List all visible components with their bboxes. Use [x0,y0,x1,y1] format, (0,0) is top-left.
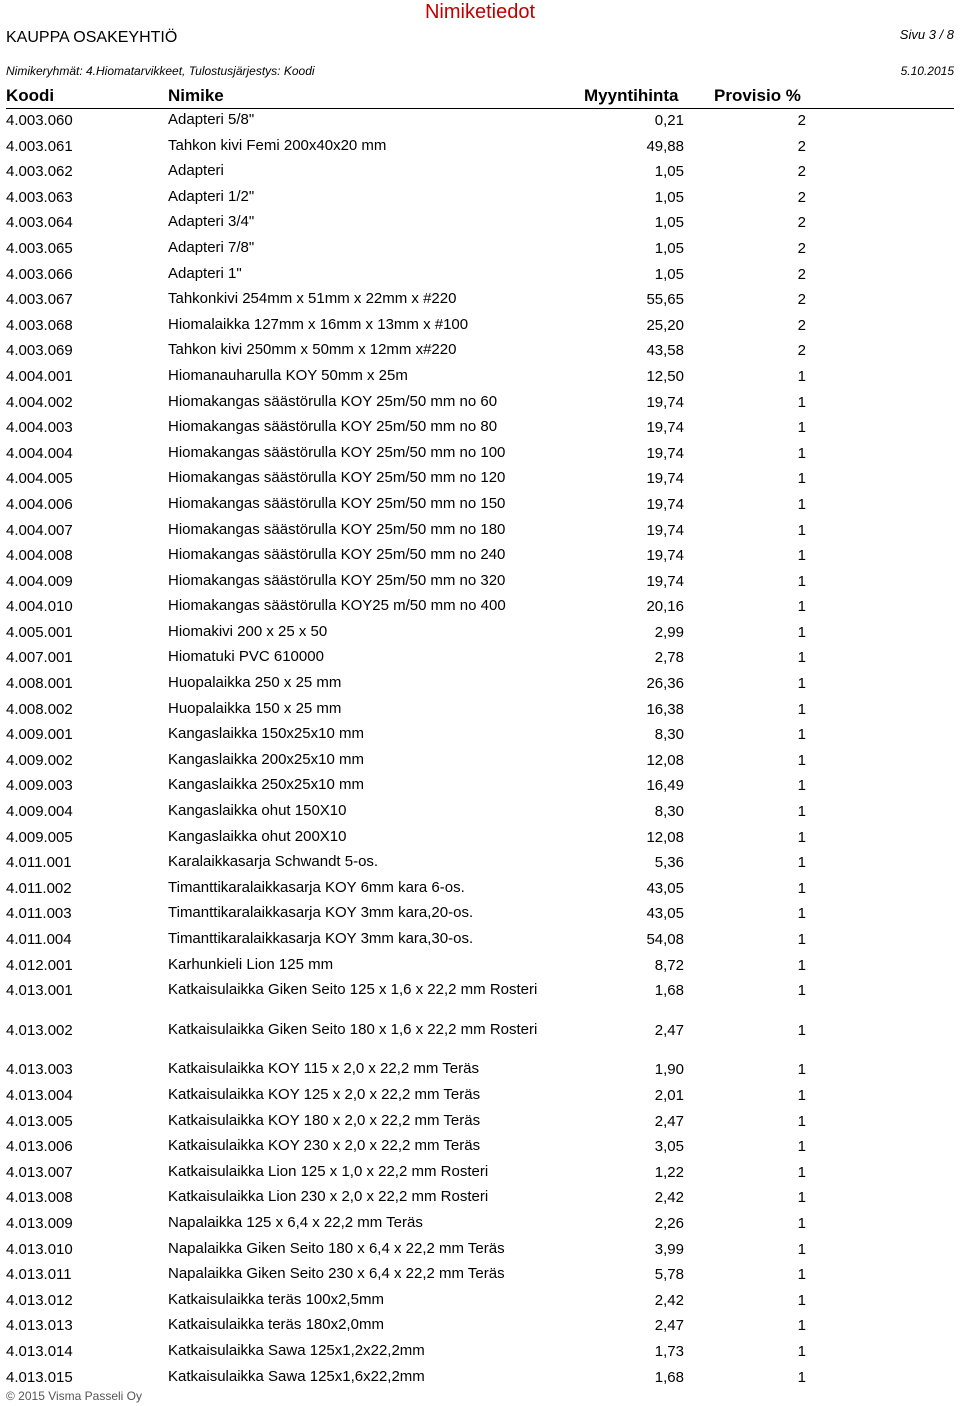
table-row [6,210,954,236]
item-name: Adapteri 1/2" [168,187,255,205]
item-name: Kangaslaikka 250x25x10 mm [168,776,364,794]
item-code: 4.013.002 [6,1021,73,1039]
item-price: 43,05 [646,879,684,897]
item-price: 3,05 [654,1138,684,1156]
item-commission: 2 [797,265,806,283]
table-row [6,287,954,313]
item-commission: 2 [797,316,806,334]
report-date: 5.10.2015 [900,64,954,78]
item-name: Katkaisulaikka KOY 125 x 2,0 x 22,2 mm Teräs [168,1085,481,1103]
item-commission: 1 [797,1291,806,1309]
item-code: 4.013.001 [6,982,73,1000]
table-row [6,313,954,339]
item-commission: 1 [797,444,806,462]
item-commission: 1 [797,623,806,641]
item-commission: 1 [797,1317,806,1335]
item-name: Katkaisulaikka Giken Seito 180 x 1,6 x 22,2 mm Rosteri [168,1020,538,1038]
item-commission: 1 [797,393,806,411]
table-row [6,108,954,134]
item-price: 1,05 [654,265,684,283]
item-price: 5,36 [654,854,684,872]
item-commission: 1 [797,521,806,539]
item-name: Kangaslaikka 150x25x10 mm [168,725,364,743]
table-row [6,748,954,774]
table-row [6,876,954,902]
item-commission: 1 [797,1061,806,1079]
item-commission: 2 [797,163,806,181]
item-code: 4.009.005 [6,828,73,846]
item-code: 4.013.008 [6,1189,73,1207]
table-row [6,1313,954,1339]
item-code: 4.004.002 [6,393,73,411]
table-row [6,901,954,927]
column-header-code: Koodi [6,86,55,105]
product-table-body [6,108,954,1390]
item-name: Napalaikka Giken Seito 230 x 6,4 x 22,2 mm Teräs [168,1265,505,1283]
item-commission: 2 [797,137,806,155]
item-code: 4.012.001 [6,956,73,974]
item-code: 4.003.065 [6,239,73,257]
item-code: 4.003.069 [6,342,73,360]
item-name: Adapteri [168,162,224,180]
copyright-footer: © 2015 Visma Passeli Oy [6,1389,143,1403]
item-price: 20,16 [646,598,684,616]
item-name: Timanttikaralaikkasarja KOY 3mm kara,30-os. [168,930,474,947]
item-code: 4.008.001 [6,675,73,693]
filter-description: Nimikeryhmät: 4.Hiomatarvikkeet, Tulostusjärjestys: Koodi [6,64,315,78]
item-name: Hiomakangas säästörulla KOY 25m/50 mm no 320 [168,571,506,589]
item-name: Katkaisulaikka teräs 100x2,5mm [168,1290,384,1308]
item-code: 4.013.012 [6,1291,73,1309]
item-commission: 1 [797,495,806,513]
item-name: Hiomakangas säästörulla KOY 25m/50 mm no 80 [168,418,498,436]
item-code: 4.013.004 [6,1086,73,1104]
item-code: 4.004.010 [6,598,73,616]
item-name: Hiomakivi 200 x 25 x 50 [168,622,328,640]
item-code: 4.013.013 [6,1317,73,1335]
item-commission: 1 [797,419,806,437]
item-name: Katkaisulaikka teräs 180x2,0mm [168,1316,384,1334]
item-name: Huopalaikka 150 x 25 mm [168,699,342,717]
item-price: 1,22 [654,1163,684,1181]
item-price: 12,08 [646,751,684,769]
item-price: 16,49 [646,777,684,795]
item-name: Katkaisulaikka Giken Seito 125 x 1,6 x 22,2 mm Rosteri [168,981,538,999]
item-commission: 2 [797,342,806,360]
item-price: 2,99 [654,623,684,641]
item-price: 3,99 [654,1240,684,1258]
table-row [6,466,954,492]
table-row [6,773,954,799]
item-commission: 1 [797,598,806,616]
company-name: KAUPPA OSAKEYHTIÖ [6,29,178,46]
table-row [6,1109,954,1135]
item-commission: 1 [797,470,806,488]
item-name: Hiomakangas säästörulla KOY25 m/50 mm no 400 [168,597,506,615]
table-header [6,84,954,109]
table-row [6,236,954,262]
item-commission: 1 [797,1189,806,1207]
column-header-price: Myyntihinta [584,86,679,105]
table-row [6,1185,954,1211]
item-code: 4.013.003 [6,1061,73,1079]
item-commission: 1 [797,1112,806,1130]
table-row [6,262,954,288]
item-name: Timanttikaralaikkasarja KOY 6mm kara 6-os. [168,878,465,896]
item-price: 2,01 [654,1086,684,1104]
item-commission: 1 [797,1163,806,1181]
item-price: 19,74 [646,444,684,462]
table-row [6,1018,954,1058]
table-row [6,799,954,825]
document-title: Nimiketiedot [424,1,536,23]
item-price: 1,73 [654,1342,684,1360]
item-commission: 1 [797,649,806,667]
table-row [6,620,954,646]
table-row [6,850,954,876]
item-name: Katkaisulaikka KOY 115 x 2,0 x 22,2 mm Teräs [168,1060,479,1078]
table-row [6,338,954,364]
item-code: 4.009.001 [6,726,73,744]
item-code: 4.003.060 [6,112,73,129]
item-commission: 1 [797,1021,806,1039]
item-name: Tahkon kivi 250mm x 50mm x 12mm x#220 [168,341,457,359]
item-code: 4.003.068 [6,316,73,334]
item-price: 19,74 [646,393,684,411]
item-commission: 2 [797,112,806,129]
item-commission: 2 [797,188,806,206]
item-code: 4.004.009 [6,572,73,590]
item-price: 49,88 [646,137,684,155]
table-row [6,1160,954,1186]
item-price: 19,74 [646,495,684,513]
table-row [6,1134,954,1160]
item-price: 26,36 [646,675,684,693]
table-row [6,543,954,569]
item-code: 4.011.002 [6,879,72,897]
item-name: Katkaisulaikka KOY 230 x 2,0 x 22,2 mm Teräs [168,1137,481,1155]
item-code: 4.013.011 [6,1266,72,1284]
table-row [6,697,954,723]
item-commission: 1 [797,751,806,769]
item-name: Hiomakangas säästörulla KOY 25m/50 mm no 100 [168,443,506,461]
item-commission: 1 [797,879,806,897]
item-commission: 1 [797,1086,806,1104]
item-code: 4.009.003 [6,777,73,795]
item-commission: 1 [797,700,806,718]
item-code: 4.008.002 [6,700,73,718]
item-name: Huopalaikka 250 x 25 mm [168,674,342,692]
item-name: Hiomakangas säästörulla KOY 25m/50 mm no 240 [168,546,506,564]
item-code: 4.003.066 [6,265,73,283]
table-row [6,569,954,595]
item-name: Adapteri 5/8" [168,111,255,128]
item-commission: 1 [797,1368,806,1386]
table-row [6,722,954,748]
table-row [6,1339,954,1365]
item-price: 43,05 [646,905,684,923]
item-code: 4.009.002 [6,751,73,769]
item-commission: 1 [797,1342,806,1360]
item-price: 2,47 [654,1317,684,1335]
item-code: 4.004.004 [6,444,73,462]
item-code: 4.005.001 [6,623,73,641]
table-row [6,1262,954,1288]
item-price: 43,58 [646,342,684,360]
item-price: 1,68 [654,1368,684,1386]
item-price: 2,26 [654,1214,684,1232]
item-name: Kangaslaikka ohut 150X10 [168,802,347,820]
item-name: Katkaisulaikka Sawa 125x1,6x22,2mm [168,1367,425,1385]
item-code: 4.013.006 [6,1138,73,1156]
table-row [6,594,954,620]
table-row [6,518,954,544]
item-price: 1,05 [654,214,684,232]
item-code: 4.004.006 [6,495,73,513]
item-code: 4.011.004 [6,931,72,948]
item-price: 1,05 [654,163,684,181]
table-row [6,492,954,518]
column-header-commission: Provisio % [714,86,801,105]
item-price: 0,21 [654,112,684,129]
table-row [6,1365,954,1391]
item-price: 55,65 [646,291,684,309]
item-commission: 1 [797,1266,806,1284]
item-price: 19,74 [646,572,684,590]
item-name: Adapteri 3/4" [168,213,255,231]
item-price: 2,42 [654,1291,684,1309]
column-header-name: Nimike [168,86,224,105]
item-name: Kangaslaikka ohut 200X10 [168,827,347,845]
item-commission: 1 [797,931,806,948]
item-name: Katkaisulaikka Lion 125 x 1,0 x 22,2 mm Rosteri [168,1162,489,1180]
item-code: 4.013.015 [6,1368,73,1386]
table-row [6,978,954,1018]
item-code: 4.013.005 [6,1112,73,1130]
item-name: Hiomakangas säästörulla KOY 25m/50 mm no 150 [168,494,506,512]
item-price: 19,74 [646,547,684,565]
item-name: Katkaisulaikka Sawa 125x1,2x22,2mm [168,1341,425,1359]
item-code: 4.004.007 [6,521,73,539]
item-name: Kangaslaikka 200x25x10 mm [168,750,364,768]
table-row [6,927,954,953]
item-name: Tahkonkivi 254mm x 51mm x 22mm x #220 [168,290,457,308]
item-price: 19,74 [646,419,684,437]
item-name: Katkaisulaikka KOY 180 x 2,0 x 22,2 mm Teräs [168,1111,481,1129]
item-name: Adapteri 1" [168,264,242,282]
item-commission: 1 [797,982,806,1000]
table-row [6,825,954,851]
item-price: 1,05 [654,239,684,257]
item-price: 5,78 [654,1266,684,1284]
item-commission: 1 [797,1240,806,1258]
table-row [6,441,954,467]
table-row [6,1237,954,1263]
table-row [6,953,954,979]
item-code: 4.004.008 [6,547,73,565]
item-name: Hiomakangas säästörulla KOY 25m/50 mm no 60 [168,392,498,410]
item-commission: 1 [797,675,806,693]
table-row [6,645,954,671]
item-code: 4.011.001 [6,854,72,872]
table-row [6,1057,954,1083]
item-name: Hiomalaikka 127mm x 16mm x 13mm x #100 [168,315,469,333]
table-row [6,134,954,160]
item-commission: 1 [797,547,806,565]
item-name: Tahkon kivi Femi 200x40x20 mm [168,136,387,154]
item-price: 25,20 [646,316,684,334]
item-price: 2,78 [654,649,684,667]
item-price: 16,38 [646,700,684,718]
item-price: 1,68 [654,982,684,1000]
item-price: 1,05 [654,188,684,206]
table-row [6,364,954,390]
table-row [6,390,954,416]
table-row [6,671,954,697]
table-row [6,1083,954,1109]
item-code: 4.003.067 [6,291,73,309]
item-commission: 1 [797,726,806,744]
item-code: 4.007.001 [6,649,73,667]
item-commission: 1 [797,956,806,974]
item-commission: 1 [797,828,806,846]
item-price: 8,72 [654,956,684,974]
item-name: Hiomatuki PVC 610000 [168,648,324,666]
item-price: 1,90 [654,1061,684,1079]
item-price: 12,50 [646,367,684,385]
item-code: 4.013.009 [6,1214,73,1232]
item-price: 2,42 [654,1189,684,1207]
item-commission: 1 [797,777,806,795]
item-commission: 2 [797,214,806,232]
item-name: Napalaikka Giken Seito 180 x 6,4 x 22,2 mm Teräs [168,1239,505,1257]
table-row [6,1288,954,1314]
item-code: 4.004.005 [6,470,73,488]
item-price: 8,30 [654,803,684,821]
item-name: Katkaisulaikka Lion 230 x 2,0 x 22,2 mm Rosteri [168,1188,489,1206]
item-name: Hiomakangas säästörulla KOY 25m/50 mm no 120 [168,469,506,487]
item-commission: 1 [797,1138,806,1156]
page-number: Sivu 3 / 8 [899,27,954,42]
item-code: 4.003.064 [6,214,73,232]
item-name: Hiomanauharulla KOY 50mm x 25m [168,366,408,384]
item-code: 4.013.007 [6,1163,73,1181]
item-price: 12,08 [646,828,684,846]
item-commission: 1 [797,1214,806,1232]
item-code: 4.013.014 [6,1342,73,1360]
item-commission: 1 [797,367,806,385]
item-name: Karhunkieli Lion 125 mm [168,955,334,973]
item-name: Karalaikkasarja Schwandt 5-os. [168,853,379,871]
item-name: Timanttikaralaikkasarja KOY 3mm kara,20-os. [168,904,474,922]
item-commission: 1 [797,803,806,821]
item-name: Adapteri 7/8" [168,238,255,256]
item-price: 19,74 [646,470,684,488]
item-price: 2,47 [654,1021,684,1039]
item-code: 4.011.003 [6,905,72,923]
item-commission: 1 [797,905,806,923]
item-code: 4.009.004 [6,803,73,821]
table-row [6,1211,954,1237]
item-commission: 2 [797,291,806,309]
item-price: 19,74 [646,521,684,539]
item-code: 4.003.061 [6,137,73,155]
item-price: 54,08 [646,931,684,948]
item-price: 2,47 [654,1112,684,1130]
item-code: 4.004.001 [6,367,73,385]
item-commission: 1 [797,572,806,590]
item-commission: 1 [797,854,806,872]
table-row [6,159,954,185]
item-name: Napalaikka 125 x 6,4 x 22,2 mm Teräs [168,1213,423,1231]
item-code: 4.004.003 [6,419,73,437]
table-row [6,415,954,441]
item-code: 4.003.063 [6,188,73,206]
item-code: 4.013.010 [6,1240,73,1258]
item-price: 8,30 [654,726,684,744]
item-code: 4.003.062 [6,163,73,181]
item-commission: 2 [797,239,806,257]
table-row [6,185,954,211]
item-name: Hiomakangas säästörulla KOY 25m/50 mm no 180 [168,520,506,538]
